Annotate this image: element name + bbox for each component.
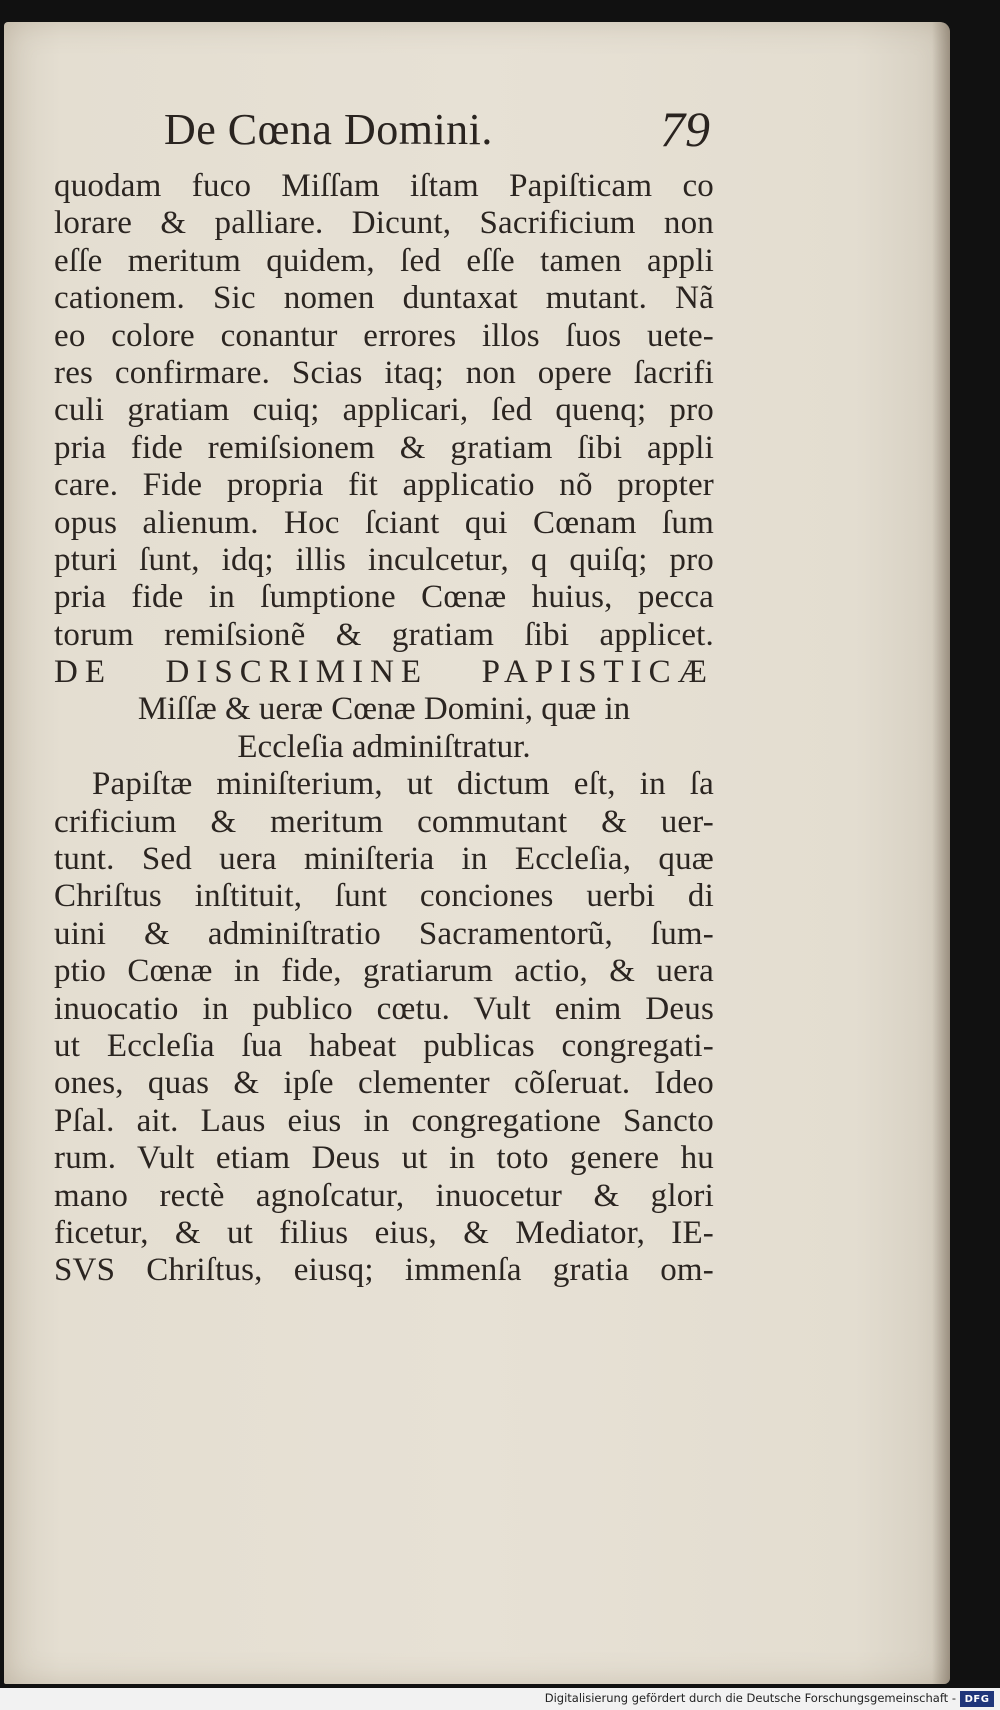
text-line: lorare & palliare. Dicunt, Sacrificium non (54, 205, 714, 242)
text-line: SVS Chriſtus, eiusq; immenſa gratia om- (54, 1252, 714, 1289)
dfg-logo: DFG (960, 1691, 994, 1707)
text-line: culi gratiam cuiq; applicari, ſed quenq; pro (54, 392, 714, 429)
text-line: rum. Vult etiam Deus ut in toto genere hu (54, 1140, 714, 1177)
text-line: ptio Cœnæ in fide, gratiarum actio, & uera (54, 953, 714, 990)
text-line: care. Fide propria fit applicatio nõ propter (54, 467, 714, 504)
paragraph-2 (54, 766, 714, 1289)
paragraph-1 (54, 168, 714, 654)
heading-line: Miſſæ & ueræ Cœnæ Domini, quæ in (137, 691, 631, 728)
text-line: ut Eccleſia ſua habeat publicas congregati- (54, 1027, 714, 1064)
page-number: 79 (660, 101, 710, 157)
text-line: Chriſtus inſtituit, ſunt conciones uerbi di (54, 878, 714, 915)
text-line: crificium & meritum commutant & uer- (54, 803, 714, 840)
heading-line: Eccleſia adminiſtratur. (237, 728, 531, 765)
section-heading (54, 654, 714, 766)
text-line: torum remiſsionẽ & gratiam ſibi applicet. (54, 616, 714, 653)
running-head: De Cœna Domini. (164, 105, 493, 154)
text-line: ficetur, & ut filius eius, & Mediator, IE- (54, 1214, 714, 1251)
text-line: Pſal. ait. Laus eius in congregatione Sancto (54, 1102, 714, 1139)
text-line: res confirmare. Scias itaq; non opere ſacrifi (54, 354, 714, 391)
text-line: eſſe meritum quidem, ſed eſſe tamen appli (54, 242, 714, 279)
text-line: pturi ſunt, idq; illis inculcetur, q quiſq; pro (54, 541, 714, 578)
text-line: opus alienum. Hoc ſciant qui Cœnam ſum (54, 504, 714, 541)
text-line: pria fide in ſumptione Cœnæ huius, pecca (54, 579, 714, 616)
text-line: mano rectè agnoſcatur, inuocetur & glori (54, 1177, 714, 1214)
book-page (4, 22, 950, 1684)
text-line: eo colore conantur errores illos ſuos uete- (54, 317, 714, 354)
text-line: ones, quas & ipſe clementer cõſeruat. Ideo (54, 1065, 714, 1102)
text-line: tunt. Sed uera miniſteria in Eccleſia, quæ (54, 841, 714, 878)
text-line: pria fide remiſsionem & gratiam ſibi appli (54, 429, 714, 466)
text-line: cationem. Sic nomen duntaxat mutant. Nã (54, 280, 714, 317)
text-line: quodam fuco Miſſam iſtam Papiſticam co (54, 168, 714, 204)
heading-line: DE DISCRIMINE PAPISTICÆ (54, 654, 714, 691)
text-line: inuocatio in publico cœtu. Vult enim Deus (54, 990, 714, 1027)
text-line: Papiſtæ miniſterium, ut dictum eſt, in ſa (92, 766, 714, 803)
text-line: uini & adminiſtratio Sacramentorũ, ſum- (54, 915, 714, 952)
footer-credit: Digitalisierung gefördert durch die Deutsche Forschungsgemeinschaft - (544, 1691, 956, 1705)
text-block (54, 168, 714, 1290)
footer-bar (0, 1688, 1000, 1710)
